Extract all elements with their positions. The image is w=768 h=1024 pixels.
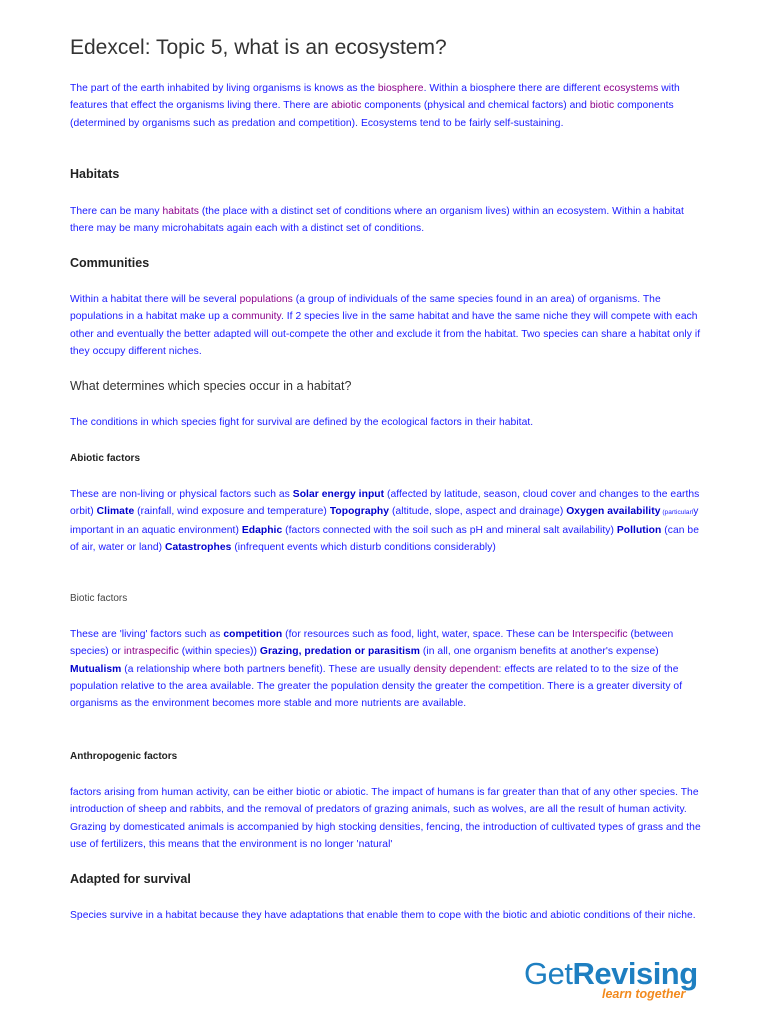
page-title: Edexcel: Topic 5, what is an ecosystem? <box>70 36 447 59</box>
term-populations: populations <box>239 294 293 305</box>
determines-paragraph: The conditions in which species fight for survival are defined by the ecological factors in their habitat. <box>70 417 534 428</box>
keyword-catastrophes: Catastrophes <box>165 541 232 553</box>
term-abiotic: abiotic <box>331 100 362 112</box>
keyword-mutualism: Mutualism <box>70 663 122 675</box>
abiotic-heading: Abiotic factors <box>70 453 141 464</box>
determines-heading: What determines which species occur in a habitat? <box>70 379 352 393</box>
keyword-competition: competition <box>223 629 283 640</box>
getrevising-logo <box>524 956 724 1006</box>
keyword-climate: Climate <box>96 506 135 518</box>
logo-tagline: learn together <box>602 987 686 1001</box>
biotic-paragraph: These are 'living' factors such as competition (for resources such as food, light, water, space. These can be Interspecific (between species) or intraspecific (within species)) Grazing, predation or parasitism (in all, one organism benefits at another's expense) Mutualism (a relationship where both partners benefit). These are usually density dependent: effects are related to to the size of the population relative to the area available. The greater the population density the greater the competition. There is a greater diversity of organisms as the environment becomes more stable and more nutrients are available. <box>70 629 683 710</box>
logo-get-text: Get <box>524 956 573 991</box>
abiotic-paragraph: These are non-living or physical factors such as Solar energy input (affected by latitude, season, cloud cover and changes to the earths orbit) Climate (rainfall, wind exposure and temperature) Topography (altitude, slope, aspect and drainage) Oxygen availability (particularly important in an aquatic environment) Edaphic (factors connected with the soil such as pH and mineral salt availability) Pollution (can be of air, water or land) Catastrophes (infrequent events which disturb conditions considerably) <box>70 489 700 553</box>
biotic-heading: Biotic factors <box>70 593 128 604</box>
term-biosphere: biosphere <box>377 83 424 94</box>
communities-paragraph: Within a habitat there will be several populations (a group of individuals of the same species found in an area) of organisms. The populations in a habitat make up a community. If 2 species live in the same habitat and have the same niche they will compete with each other and eventually the better adapted will out-compete the other and exclude it from the habitat. Two species can share a habitat only if they occupy different niches. <box>70 294 701 357</box>
anthropogenic-paragraph: factors arising from human activity, can be either biotic or abiotic. The impact of humans is far greater than that of any other species. The introduction of sheep and rabbits, and the removal of predators of grazing animals, such as wolves, are all the result of human activity. Grazing by domesticated animals is accompanied by high stocking densities, fencing, the introduction of cultivated types of grass and the use of fertilizers, this means that the environment is no longer 'natural' <box>70 787 701 850</box>
keyword-solar-energy: Solar energy input <box>292 489 385 500</box>
term-biotic: biotic <box>589 100 615 112</box>
adapted-paragraph: Species survive in a habitat because they have adaptations that enable them to cope with the biotic and abiotic conditions of their niche. <box>70 910 696 921</box>
term-ecosystems: ecosystems <box>603 83 659 94</box>
habitats-heading: Habitats <box>70 167 120 181</box>
term-intraspecific: intraspecific <box>123 646 179 658</box>
keyword-grazing: Grazing, predation or parasitism <box>259 646 420 658</box>
keyword-pollution: Pollution <box>616 524 662 536</box>
keyword-topography: Topography <box>329 506 390 518</box>
term-density-dependent: density dependent <box>413 663 499 675</box>
keyword-oxygen: Oxygen availability <box>566 506 661 518</box>
intro-paragraph: The part of the earth inhabited by living organisms is knows as the biosphere. Within a biosphere there are different ecosystems with features that effect the organisms living there. There are abiotic components (physical and chemical factors) and biotic components (determined by organisms such as predation and competition). Ecosystems tend to be fairly self-sustaining. <box>70 83 680 129</box>
habitats-paragraph: There can be many habitats (the place with a distinct set of conditions where an organism lives) within an ecosystem. Within a habitat there may be many microhabitats again each with a distinct set of conditions. <box>70 206 684 235</box>
keyword-edaphic: Edaphic <box>241 524 283 536</box>
term-habitats: habitats <box>162 206 199 217</box>
term-interspecific: Interspecific <box>572 629 628 640</box>
communities-heading: Communities <box>70 256 150 270</box>
term-community: community <box>231 311 281 323</box>
logo-revising-text: Revising <box>572 956 698 991</box>
anthropogenic-heading: Anthropogenic factors <box>70 751 178 762</box>
adapted-heading: Adapted for survival <box>70 872 191 886</box>
